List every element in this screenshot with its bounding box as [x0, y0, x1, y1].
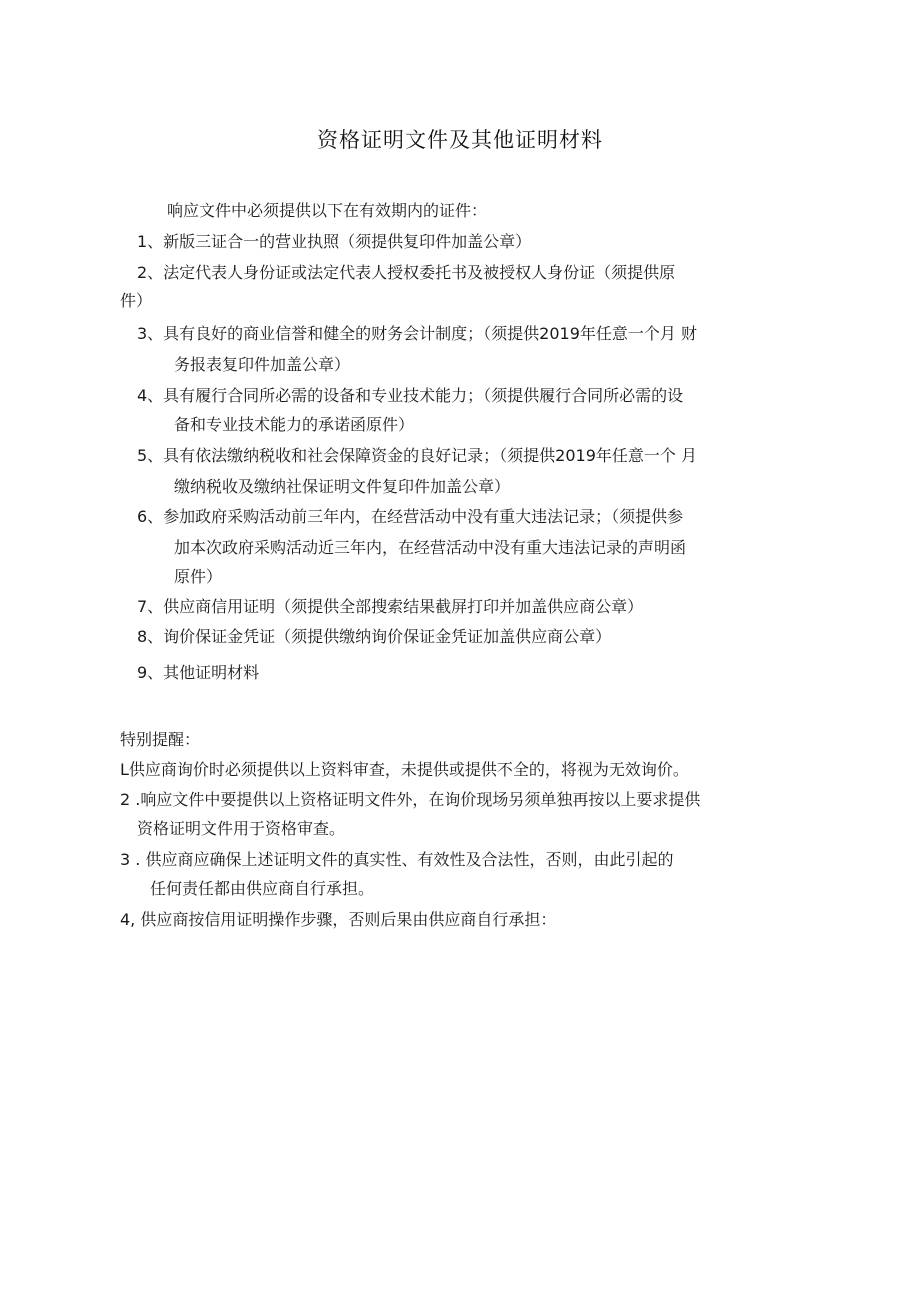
requirement-4-line-2: 备和专业技术能力的承诺函原件）: [174, 415, 415, 434]
note-2-line-2: 资格证明文件用于资格审查。: [137, 819, 346, 838]
requirement-5-line-1: 5、具有依法缴纳税收和社会保障资金的良好记录；（须提供2019年任意一个 月: [137, 446, 697, 465]
note-2-line-1: 2 .响应文件中要提供以上资格证明文件外，在询价现场另须单独再按以上要求提供: [120, 790, 701, 809]
requirement-6-line-3: 原件）: [174, 567, 223, 586]
requirement-2-line-2: 件）: [120, 291, 153, 310]
requirement-5-line-2: 缴纳税收及缴纳社保证明文件复印件加盖公章）: [174, 477, 511, 496]
note-4-line-1: 4, 供应商按信用证明操作步骤，否则后果由供应商自行承担：: [120, 910, 557, 929]
note-3-line-1: 3 . 供应商应确保上述证明文件的真实性、有效性及合法性，否则，由此引起的: [120, 850, 674, 869]
requirement-9-line-1: 9、其他证明材料: [137, 663, 260, 682]
requirement-2-line-1: 2、法定代表人身份证或法定代表人授权委托书及被授权人身份证（须提供原: [137, 263, 676, 282]
requirement-8-line-1: 8、询价保证金凭证（须提供缴纳询价保证金凭证加盖供应商公章）: [137, 627, 612, 646]
intro-text: 响应文件中必须提供以下在有效期内的证件：: [167, 201, 488, 220]
document-title: 资格证明文件及其他证明材料: [317, 128, 603, 152]
requirement-7-line-1: 7、供应商信用证明（须提供全部搜索结果截屏打印并加盖供应商公章）: [137, 597, 644, 616]
note-3-line-2: 任何责任都由供应商自行承担。: [150, 879, 375, 898]
requirement-3-line-1: 3、具有良好的商业信誉和健全的财务会计制度；（须提供2019年任意一个月 财: [137, 324, 697, 343]
requirement-4-line-1: 4、具有履行合同所必需的设备和专业技术能力；（须提供履行合同所必需的设: [137, 386, 684, 405]
note-1-line-1: L供应商询价时必须提供以上资料审查，未提供或提供不全的，将视为无效询价。: [120, 760, 689, 779]
requirement-3-line-2: 务报表复印件加盖公章）: [174, 355, 351, 374]
notes-heading: 特别提醒：: [120, 730, 201, 749]
requirement-6-line-1: 6、参加政府采购活动前三年内，在经营活动中没有重大违法记录；（须提供参: [137, 507, 684, 526]
requirement-1-line-1: 1、新版三证合一的营业执照（须提供复印件加盖公章）: [137, 232, 532, 251]
requirement-6-line-2: 加本次政府采购活动近三年内，在经营活动中没有重大违法记录的声明函: [174, 538, 687, 557]
